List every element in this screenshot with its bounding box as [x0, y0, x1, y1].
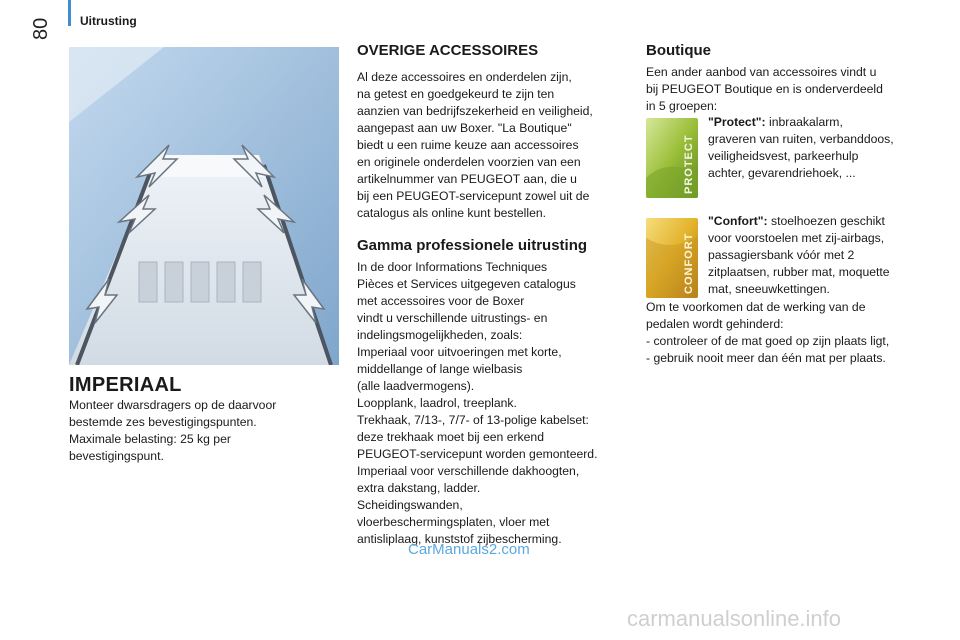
- page-number: 80: [30, 17, 52, 40]
- text-line: veiligheidsvest, parkeerhulp: [708, 149, 859, 163]
- overige-text: [357, 69, 593, 222]
- protect-badge: [646, 118, 698, 198]
- confort-badge: [646, 218, 698, 298]
- text-line: mat, sneeuwkettingen.: [708, 282, 830, 296]
- confort-badge-text: CONFORT: [683, 232, 695, 294]
- text-line: catalogus als online kunt bestellen.: [357, 206, 547, 220]
- confort-first-line: stoelhoezen geschikt: [767, 214, 885, 228]
- overige-heading: OVERIGE ACCESSOIRES: [357, 42, 539, 59]
- text-line: bevestigingspunt.: [69, 449, 164, 463]
- text-line: zitplaatsen, rubber mat, moquette: [708, 265, 890, 279]
- text-line: Om te voorkomen dat de werking van de: [646, 300, 866, 314]
- text-line: bij een PEUGEOT-servicepunt zowel uit de: [357, 189, 590, 203]
- section-accent-bar: [68, 0, 71, 26]
- text-line: Trekhaak, 7/13-, 7/7- of 13-polige kabelset:: [357, 413, 589, 427]
- confort-label: "Confort":: [708, 214, 768, 228]
- text-line: graveren van ruiten, verbanddoos,: [708, 132, 894, 146]
- text-line: indelingsmogelijkheden, zoals:: [357, 328, 523, 342]
- text-line: [708, 213, 890, 230]
- text-line: aanzien van bedrijfszekerheid en veiligheid,: [357, 104, 593, 118]
- text-line: voor voorstoelen met zij-airbags,: [708, 231, 885, 245]
- text-line: na getest en goedgekeurd te zijn ten: [357, 87, 555, 101]
- text-line: Pièces et Services uitgegeven catalogus: [357, 277, 576, 291]
- text-line: in 5 groepen:: [646, 99, 718, 113]
- text-line: extra dakstang, ladder.: [357, 481, 481, 495]
- text-line: bestemde zes bevestigingspunten.: [69, 415, 257, 429]
- section-label: Uitrusting: [80, 14, 137, 28]
- imperiaal-text: [69, 397, 276, 465]
- text-line: passagiersbank vóór met 2: [708, 248, 855, 262]
- roof-rack-photo: [69, 47, 339, 365]
- text-line: aangepast aan uw Boxer. "La Boutique": [357, 121, 572, 135]
- text-line: met accessoires voor de Boxer: [357, 294, 525, 308]
- text-line: Maximale belasting: 25 kg per: [69, 432, 231, 446]
- text-line: - controleer of de mat goed op zijn plaats ligt,: [646, 334, 890, 348]
- text-line: - gebruik nooit meer dan één mat per plaats.: [646, 351, 886, 365]
- text-line: deze trekhaak moet bij een erkend: [357, 430, 544, 444]
- protect-badge-text: PROTECT: [683, 134, 695, 194]
- text-line: PEUGEOT-servicepunt worden gemonteerd.: [357, 447, 598, 461]
- text-line: Imperiaal voor uitvoeringen met korte,: [357, 345, 562, 359]
- confort-text: [708, 213, 890, 298]
- text-line: Imperiaal voor verschillende dakhoogten,: [357, 464, 580, 478]
- text-line: vindt u verschillende uitrustings- en: [357, 311, 548, 325]
- boutique-heading: Boutique: [646, 42, 711, 59]
- text-line: vloerbeschermingsplaten, vloer met: [357, 515, 550, 529]
- text-line: achter, gevarendriehoek, ...: [708, 166, 856, 180]
- protect-text: [708, 114, 894, 182]
- text-line: In de door Informations Techniques: [357, 260, 548, 274]
- text-line: Monteer dwarsdragers op de daarvoor: [69, 398, 277, 412]
- text-line: Scheidingswanden,: [357, 498, 463, 512]
- text-line: biedt u een ruime keuze aan accessoires: [357, 138, 579, 152]
- watermark-carmanuals2[interactable]: CarManuals2.com: [408, 541, 530, 558]
- gamma-heading: Gamma professionele uitrusting: [357, 237, 588, 254]
- text-line: pedalen wordt gehinderd:: [646, 317, 784, 331]
- text-line: Loopplank, laadrol, treeplank.: [357, 396, 517, 410]
- text-line: Al deze accessoires en onderdelen zijn,: [357, 70, 572, 84]
- text-line: antisliplaag, kunststof zijbescherming.: [357, 532, 562, 546]
- text-line: middellange of lange wielbasis: [357, 362, 523, 376]
- text-line: Een ander aanbod van accessoires vindt u: [646, 65, 877, 79]
- boutique-outro: [646, 299, 889, 367]
- protect-label: "Protect":: [708, 115, 766, 129]
- text-line: artikelnummer van PEUGEOT aan, die u: [357, 172, 577, 186]
- protect-first-line: inbraakalarm,: [765, 115, 843, 129]
- text-line: [708, 114, 894, 131]
- text-line: en originele onderdelen voorzien van een: [357, 155, 581, 169]
- gamma-text: [357, 259, 597, 548]
- boutique-intro: [646, 64, 883, 115]
- text-line: bij PEUGEOT Boutique en is onderverdeeld: [646, 82, 883, 96]
- text-line: (alle laadvermogens).: [357, 379, 475, 393]
- watermark-carmanualsonline: carmanualsonline.info: [627, 606, 842, 631]
- imperiaal-heading: IMPERIAAL: [69, 374, 182, 396]
